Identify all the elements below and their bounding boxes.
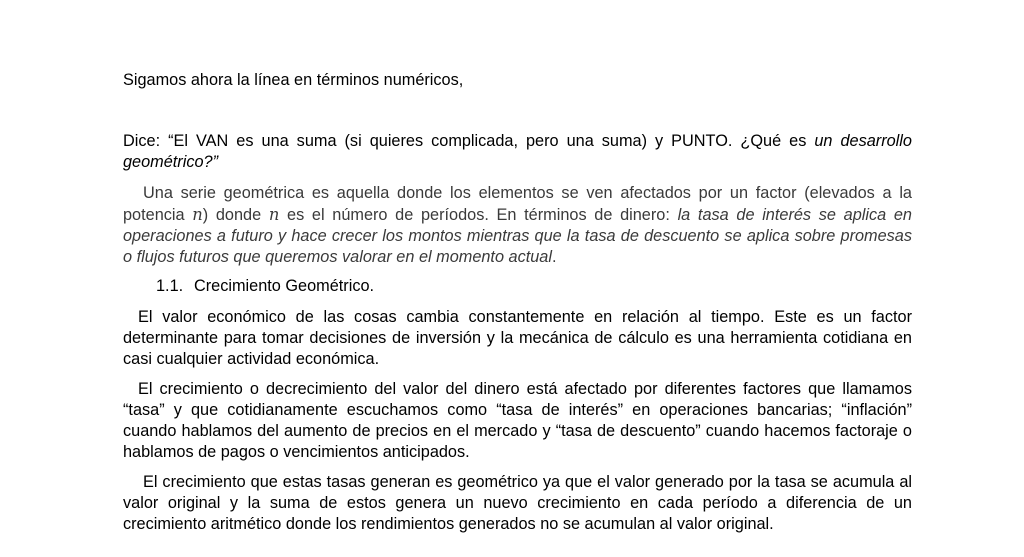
variable-n-2: n	[268, 205, 280, 224]
paragraph-2: El crecimiento o decrecimiento del valor del dinero está afectado por diferentes factores que llamamos “tasa” y que cotidianamente escuchamos como “tasa de interés” en operaciones bancarias; “inflación” cuando hablamos del aumento de precios en el mercado y “tasa de descuento” cuando hacemos factoraje o hablamos de pagos o vencimientos anticipados.	[123, 380, 912, 461]
section-heading	[156, 276, 374, 297]
series-paragraph	[123, 183, 912, 268]
intro-line: Sigamos ahora la línea en términos numéricos,	[123, 71, 464, 89]
paragraph-1: El valor económico de las cosas cambia constantemente en relación al tiempo. Este es un factor determinante para tomar decisiones de inversión y la mecánica de cálculo es una herramienta cotidiana en casi cualquier actividad económica.	[123, 308, 912, 368]
quote-lead: Dice: “El VAN es una suma (si quieres complicada, pero una suma) y PUNTO. ¿Qué es	[123, 132, 815, 150]
quote-paragraph	[123, 131, 912, 173]
series-part1: Una serie geométrica es aquella donde los elementos se ven afectados por un factor (elevados a la potencia	[123, 184, 912, 224]
section-number: 1.1.	[156, 277, 184, 295]
quote-italic: un desarrollo geométrico?”	[123, 132, 912, 171]
series-part3: es el número de períodos. En términos de dinero:	[279, 206, 678, 224]
series-end: .	[551, 248, 557, 266]
paragraph-3: El crecimiento que estas tasas generan es geométrico ya que el valor generado por la tasa se acumula al valor original y la suma de estos genera un nuevo crecimiento en cada período a diferencia de un crecimiento aritmético donde los rendimientos generados no se acumulan al valor original.	[123, 473, 912, 533]
series-italic: la tasa de interés se aplica en operaciones a futuro y hace crecer los montos mientras que la tasa de descuento se aplica sobre promesas o flujos futuros que queremos valorar en el momento actual	[123, 206, 912, 266]
series-part2: ) donde	[202, 206, 269, 224]
section-title: Crecimiento Geométrico.	[194, 277, 375, 295]
variable-n-1: n	[192, 205, 203, 224]
